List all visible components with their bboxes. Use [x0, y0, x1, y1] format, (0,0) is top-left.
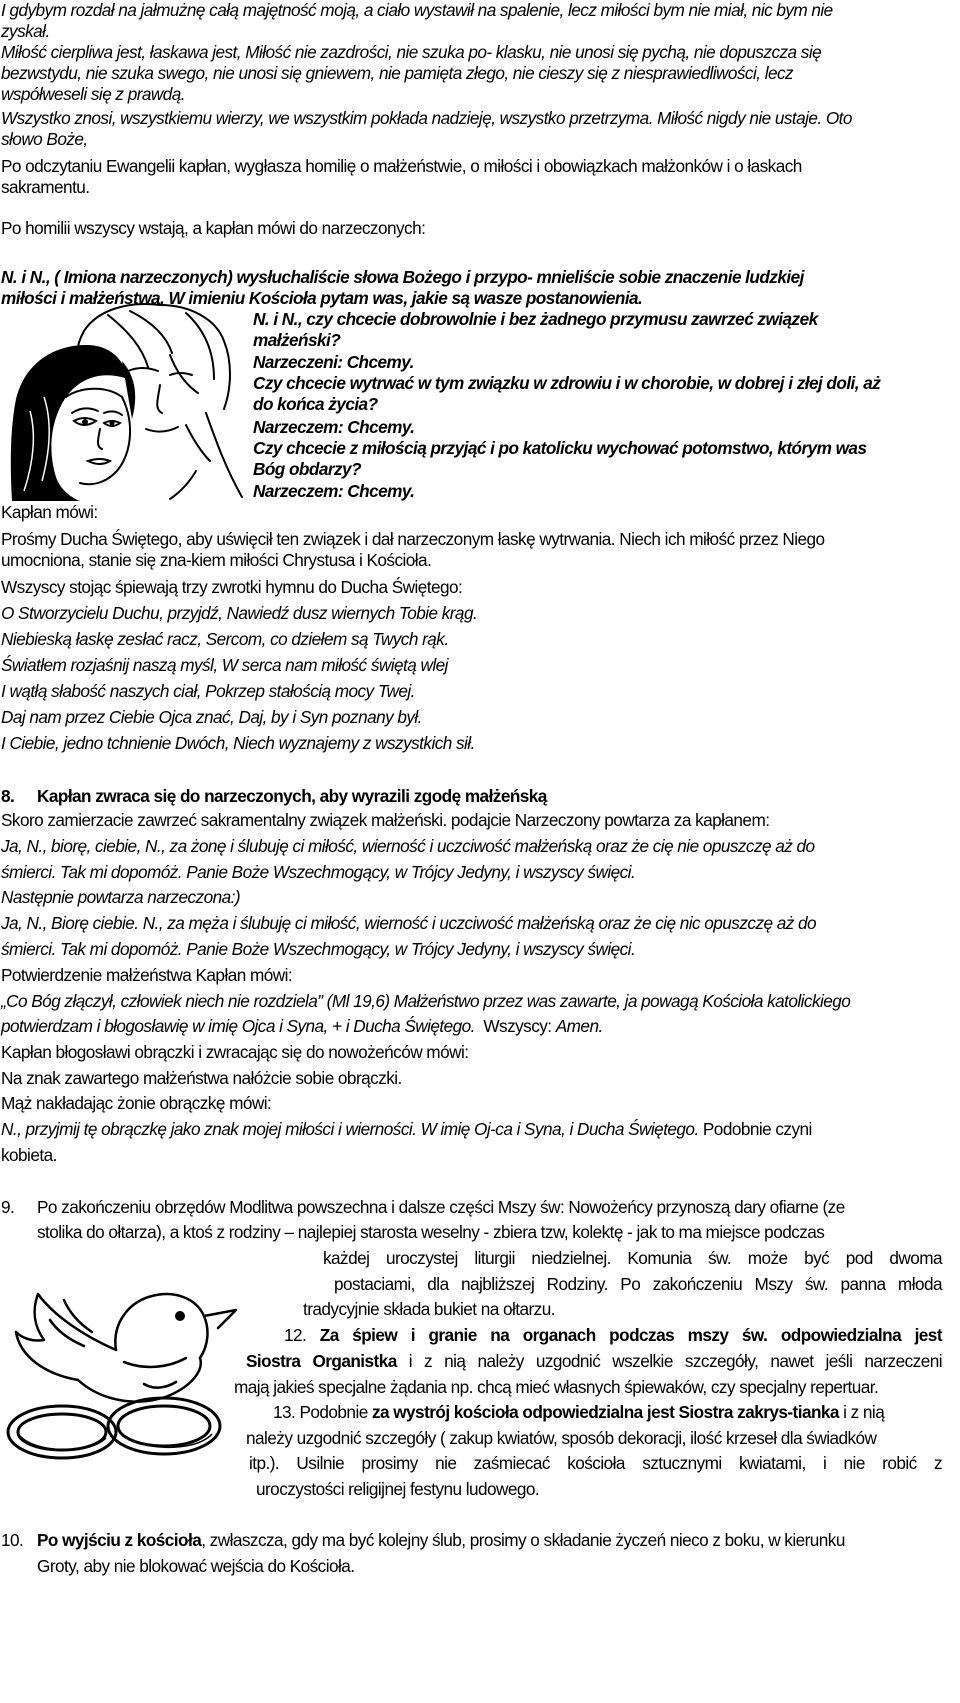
hymn-intro: Wszyscy stojąc śpiewają trzy zwrotki hymnu do Ducha Świętego:: [1, 577, 463, 597]
section-13-line: [273, 1402, 884, 1423]
answer-3: Narzeczem: Chcemy.: [253, 481, 415, 501]
section-13-line: itp.). Usilnie prosimy nie zaśmiecać kościoła sztucznymi kwiatami, i nie robić z: [249, 1453, 942, 1473]
section-number: 13.: [273, 1402, 296, 1422]
bride-vow: śmierci. Tak mi dopomóż. Panie Boże Wszechmogący, w Trójcy Jedyny, i wszyscy święci.: [1, 939, 636, 959]
section-12-line: [284, 1325, 942, 1346]
confirmation-quote: „Co Bóg złączył, człowiek niech nie rozdziela” (Ml 19,6) Małżeństwo przez was zawarte, ja powagą Kościoła katolickiego: [1, 991, 851, 1011]
all-say-label: Wszyscy:: [474, 1016, 556, 1036]
section-10-line: [1, 1530, 845, 1551]
sacristan-text: za wystrój kościoła odpowiedzialna jest Siostra zakrys-tianka: [371, 1402, 839, 1422]
section-13-line: uroczystości religijnej festynu ludowego.: [256, 1479, 540, 1499]
hymn-line: I Ciebie, jedno tchnienie Dwóch, Niech wyznajemy z wszystkich sił.: [1, 733, 475, 753]
section-10-bold: Po wyjściu z kościoła: [37, 1530, 202, 1550]
section-number: 12.: [284, 1325, 307, 1345]
dove-rings-illustration: [4, 1266, 244, 1466]
section-number: 9.: [1, 1197, 15, 1217]
prayer-line: Prośmy Ducha Świętego, aby uświęcił ten związek i dał narzeczonym łaskę wytrwania. Niech ich miłość przez Niego: [1, 529, 825, 549]
section-9-line: [1, 1197, 943, 1218]
hymn-line: Światłem rozjaśnij naszą myśl, W serca nam miłość świętą wlej: [1, 655, 448, 675]
question-3: Bóg obdarzy?: [253, 459, 361, 479]
question-1: N. i N., czy chcecie dobrowolnie i bez żadnego przymusu zawrzeć związek: [253, 309, 818, 329]
section-9-line: postaciami, dla najbliższej Rodziny. Po zakończeniu Mszy św. panna młoda: [334, 1274, 942, 1294]
questions-heading: N. i N., ( Imiona narzeczonych) wysłuchaliście słowa Bożego i przypo- mnieliście sobie znaczenie ludzkiej: [1, 267, 804, 287]
answer-2: Narzeczem: Chcemy.: [253, 417, 415, 437]
reading-line: Wszystko znosi, wszystkiemu wierzy, we wszystkim pokłada nadzieję, wszystko przetrzyma. Miłość nigdy nie ustaje. Oto: [1, 108, 852, 128]
bride-intro: Następnie powtarza narzeczona:): [1, 887, 240, 907]
stand-line: Po homilii wszyscy wstają, a kapłan mówi do narzeczonych:: [1, 218, 426, 238]
bride-vow: Ja, N., Biorę ciebie. N., za męża i ślubuję ci miłość, wierność i uczciwość małżeńską oraz że cię nic opuszczę aż do: [1, 913, 817, 933]
answer-1: Narzeczeni: Chcemy.: [253, 352, 414, 372]
section-10-line: Groty, aby nie blokować wejścia do Kościoła.: [37, 1556, 355, 1576]
rings-blessing: Kapłan błogosławi obrączki i zwracając się do nowożeńców mówi:: [1, 1042, 469, 1062]
questions-heading: miłości i małżeństwa. W imieniu Kościoła pytam was, jakie są wasze postanowienia.: [1, 288, 643, 308]
confirmation-label: Potwierdzenie małżeństwa Kapłan mówi:: [1, 965, 293, 985]
section-12-line: mają jakieś specjalne żądania np. chcą mieć własnych śpiewaków, czy specjalny repertuar.: [234, 1377, 879, 1397]
husband-vow-end: kobieta.: [1, 1145, 57, 1165]
section-title: Kapłan zwraca się do narzeczonych, aby wyrazili zgodę małżeńską: [37, 786, 547, 806]
section-9-line: tradycyjnie składa bukiet na ołtarzu.: [303, 1299, 555, 1319]
rings-instruction: Na znak zawartego małżeństwa nałóżcie sobie obrączki.: [1, 1068, 402, 1088]
section-9-line: każdej uroczystej liturgii niedzielnej. Komunia św. może być pod dwoma: [323, 1248, 942, 1268]
confirmation-quote: [1, 1016, 603, 1037]
section-12-text: i z nią należy uzgodnić wszelkie szczegóły, nawet jeśli narzeczeni: [396, 1351, 942, 1371]
section-number: 8.: [1, 786, 15, 806]
section-8-heading: [1, 786, 547, 807]
reading-line: współweseli się z prawdą.: [1, 84, 185, 104]
question-1: małżeński?: [253, 330, 341, 350]
reading-line: słowo Boże,: [1, 129, 88, 149]
husband-vow: [1, 1119, 812, 1140]
blessing-text: potwierdzam i błogosławię w imię Ojca i Syna, + i Ducha Świętego.: [1, 1016, 475, 1036]
question-2: do końca życia?: [253, 394, 378, 414]
hymn-line: O Stworzycielu Duchu, przyjdź, Nawiedź dusz wiernych Tobie krąg.: [1, 603, 478, 623]
prayer-line: umocniona, stanie się zna-kiem miłości Chrystusa i Kościoła.: [1, 550, 432, 570]
couple-illustration: [10, 301, 248, 501]
question-2: Czy chcecie wytrwać w tym związku w zdrowiu i w chorobie, w dobrej i złej doli, aż: [253, 373, 881, 393]
section-10-text: , zwłaszcza, gdy ma być kolejny ślub, prosimy o składanie życzeń nieco z boku, w kierunku: [201, 1530, 845, 1550]
hymn-line: Daj nam przez Ciebie Ojca znać, Daj, by i Syn poznany był.: [1, 707, 422, 727]
similarly-text: Podobnie czyni: [698, 1119, 812, 1139]
hymn-line: I wątłą słabość naszych ciał, Pokrzep stałością mocy Twej.: [1, 681, 415, 701]
section-number: 10.: [1, 1530, 24, 1550]
section-13-text: Podobnie: [299, 1402, 372, 1422]
groom-vow: śmierci. Tak mi dopomóż. Panie Boże Wszechmogący, w Trójcy Jedyny, i wszyscy święci.: [1, 862, 636, 882]
husband-label: Mąż nakładając żonie obrączkę mówi:: [1, 1093, 272, 1113]
section-12-bold: Za śpiew i granie na organach podczas mszy św. odpowiedzialna jest: [319, 1325, 942, 1345]
section-13-text: i z nią: [838, 1402, 885, 1422]
homily-line: Po odczytaniu Ewangelii kapłan, wygłasza homilię o małżeństwie, o miłości i obowiązkach małżonków i o łaskach: [1, 156, 802, 176]
section-9-line: stolika do ołtarza), a ktoś z rodziny – najlepiej starosta weselny - zbiera tzw, kolektę - jak to ma miejsce podczas: [37, 1222, 825, 1242]
priest-says-label: Kapłan mówi:: [1, 502, 98, 522]
amen-text: Amen.: [555, 1016, 603, 1036]
section-9-text: Po zakończeniu obrzędów Modlitwa powszechna i dalsze części Mszy św: Nowożeńcy przynoszą dary ofiarne (ze: [37, 1197, 845, 1217]
section-13-line: należy uzgodnić szczegóły ( zakup kwiatów, sposób dekoracji, ilość krzeseł dla świadków: [246, 1428, 877, 1448]
section-12-line: [246, 1351, 942, 1372]
consent-intro: Skoro zamierzacie zawrzeć sakramentalny związek małżeński. podajcie Narzeczony powtarza za kapłanem:: [1, 810, 770, 830]
reading-line: bezwstydu, nie szuka swego, nie unosi się gniewem, nie pamięta złego, nie cieszy się z niesprawiedliwości, lecz: [1, 63, 794, 83]
reading-line: Miłość cierpliwa jest, łaskawa jest, Miłość nie zazdrości, nie szuka po- klasku, nie unosi się pychą, nie dopuszcza się: [1, 42, 822, 62]
reading-line: I gdybym rozdał na jałmużnę całą majętność moją, a ciało wystawił na spalenie, lecz miłości bym nie miał, nic bym nie: [1, 0, 833, 20]
reading-line: zyskał.: [1, 21, 50, 41]
groom-vow: Ja, N., biorę, ciebie, N., za żonę i ślubuję ci miłość, wierność i uczciwość małżeńską oraz że cię nie opuszczę aż do: [1, 836, 815, 856]
husband-vow-text: N., przyjmij tę obrączkę jako znak mojej miłości i wierności. W imię Oj-ca i Syna, i Ducha Świętego.: [1, 1119, 699, 1139]
homily-line: sakramentu.: [1, 177, 90, 197]
hymn-line: Niebieską łaskę zesłać racz, Sercom, co dziełem są Twych rąk.: [1, 629, 449, 649]
question-3: Czy chcecie z miłością przyjąć i po katolicku wychować potomstwo, którym was: [253, 438, 867, 458]
organist-name: Siostra Organistka: [246, 1351, 397, 1371]
